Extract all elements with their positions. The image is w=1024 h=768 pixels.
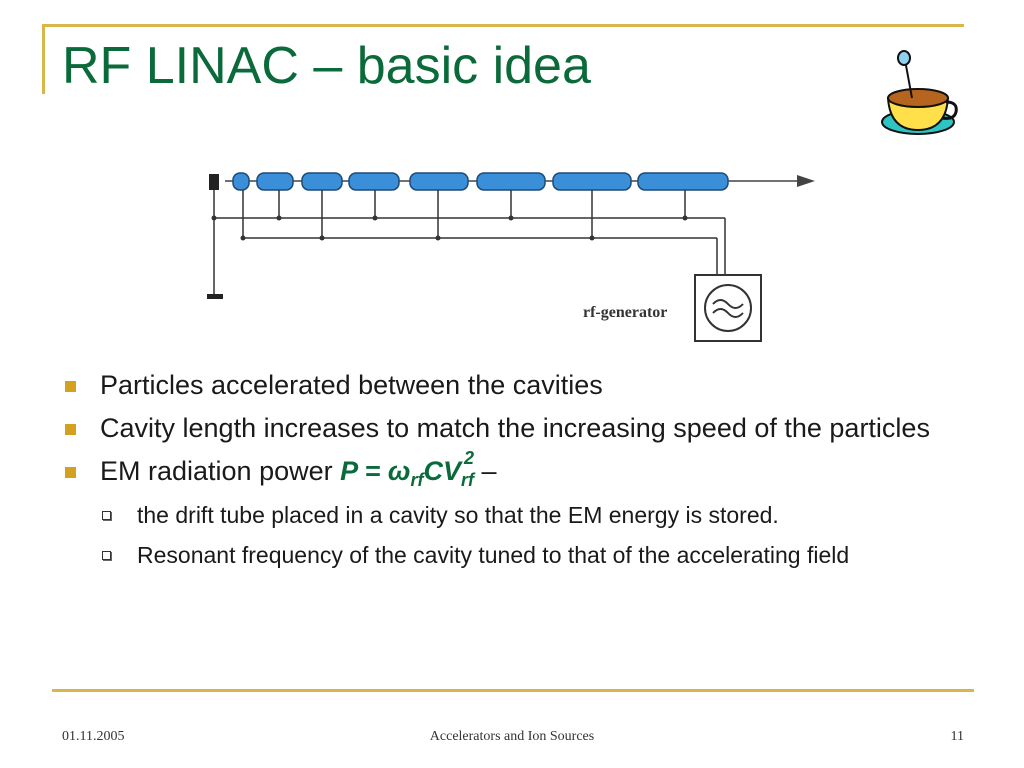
bullet-item [62, 448, 972, 491]
left-accent-line [42, 24, 45, 94]
footer-title: Accelerators and Ion Sources [429, 729, 595, 744]
bullet-list [62, 368, 972, 581]
bullet-text: Particles accelerated between the cavities [100, 370, 603, 400]
drift-tube-7 [553, 173, 631, 190]
wiring [207, 190, 725, 299]
bullet-text: Cavity length increases to match the increasing speed of the particles [100, 413, 930, 444]
sub-bullet-text: the drift tube placed in a cavity so that the EM energy is stored. [137, 502, 779, 529]
sub-bullet-marker-icon [102, 511, 111, 520]
drift-tube-6 [477, 173, 545, 190]
sub-bullet-item [62, 541, 972, 571]
drift-tube-8 [638, 173, 728, 190]
drift-tubes [233, 173, 728, 190]
drift-tube-2 [257, 173, 293, 190]
coffee-cup-icon [878, 50, 958, 140]
footer-rule [52, 689, 974, 692]
power-formula: $P = \omega_{rf}CV_{rf}^2$ [340, 448, 474, 491]
bullet-item [62, 411, 972, 446]
sub-bullet-text: Resonant frequency of the cavity tuned to that of the accelerating field [137, 542, 850, 569]
bullet-suffix: – [473, 456, 497, 487]
drift-tube-3 [302, 173, 342, 190]
slide-title: RF LINAC – basic idea [62, 37, 591, 95]
bullet-item [62, 368, 972, 403]
top-accent-line [42, 24, 964, 27]
source-electrode [209, 174, 219, 190]
page-number: 11 [950, 729, 964, 744]
drift-tube-5 [410, 173, 468, 190]
footer-date: 01.11.2005 [62, 729, 125, 744]
rf-generator-label: rf-generator [583, 304, 668, 321]
bullet-marker-icon [65, 381, 76, 392]
drift-tube-4 [349, 173, 399, 190]
sub-bullet-item [62, 501, 972, 531]
beam-arrow [797, 175, 815, 187]
bullet-marker-icon [65, 424, 76, 435]
sub-bullet-marker-icon [102, 551, 111, 560]
linac-diagram [195, 160, 825, 350]
bullet-text: EM radiation power [100, 456, 341, 487]
bullet-marker-icon [65, 467, 76, 478]
drift-tube-1 [233, 173, 249, 190]
